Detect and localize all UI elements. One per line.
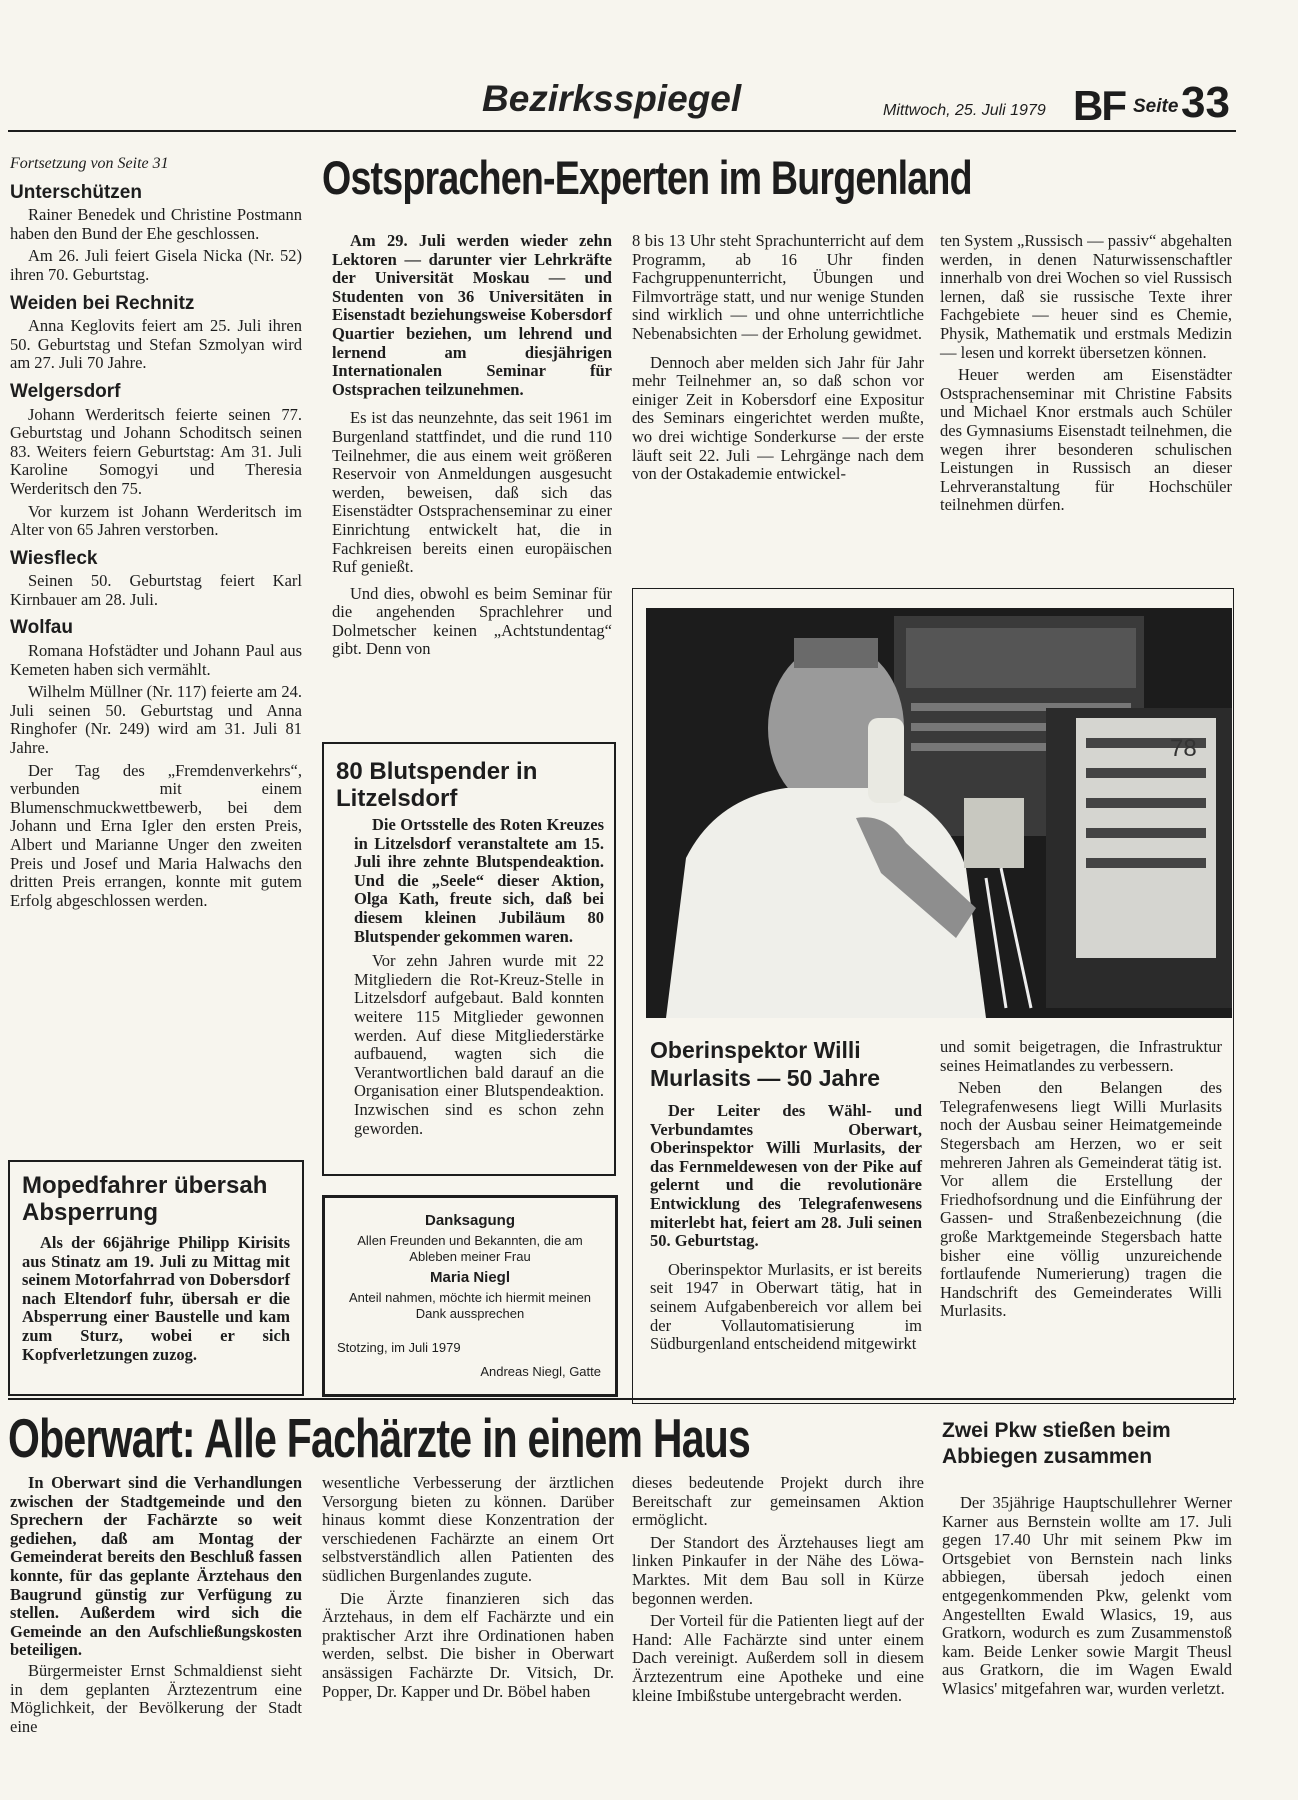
danksagung-title: Danksagung	[424, 1212, 515, 1229]
danksagung-signature: Andreas Niegl, Gatte	[480, 1364, 601, 1379]
ostsprachen-col2-p1: 8 bis 13 Uhr steht Sprachunterricht auf dem Programm, ab 16 Uhr finden Fachgruppenunterricht, Übungen und Filmvorträge statt, und nur wenige Stunden sind wirklich — und ohne unterrichtliche Nebenabsichten — der Erholung gewidmet.	[632, 231, 924, 343]
local-news-item: Wilhelm Müllner (Nr. 117) feierte am 24. Juli seinen 50. Geburtstag und Anna Ringhofer (Nr. 249) wird am 31. Juli 81 Jahre.	[10, 682, 302, 758]
local-news-item: Vor kurzem ist Johann Werderitsch im Alter von 65 Jahren verstorben.	[10, 501, 302, 540]
publication-logo: BF	[1073, 82, 1125, 129]
ostsprachen-col1-p1: Es ist das neunzehnte, das seit 1961 im Burgenland stattfindet, und die rund 110 Teilnehmer, die aus einem weit größeren Reservoir von Anmeldungen ausgesucht werden, beweisen, daß sich das Eisenstädter Ostsprachenseminar zu einer Einrichtung entwickelt hat, die in Fachkreisen bereits einen europäischen Ruf genießt.	[332, 408, 612, 577]
oberwart-col3-p1: dieses bedeutende Projekt durch ihre Bereitschaft zur gemeinsamen Aktion ermöglicht.	[632, 1473, 924, 1530]
local-news-column	[10, 155, 302, 914]
oberwart-col1-tail: Bürgermeister Ernst Schmaldienst sieht in dem geplanten Ärztezentrum eine Möglichkeit, der Bevölkerung der Stadt eine	[10, 1660, 302, 1736]
blutspender-text: Vor zehn Jahren wurde mit 22 Mitgliedern die Rot-Kreuz-Stelle in Litzelsdorf aufgebaut. Bald konnten weitere 115 Mitglieder gewonnen werden. Auf diese Mitgliederstärke aufbauend, wagten sich die Verantwortlichen bald darauf an die Organisation einer Blutspendeaktion. Inzwischen sind es schon zehn geworden.	[354, 951, 604, 1138]
oberinspektor-lead: Der Leiter des Wähl- und Verbundamtes Oberwart, Oberinspektor Willi Murlasits, der das Fernmeldewesen von der Pike auf gelernt und die revolutionäre Entwicklung des Telegrafenwesens miterlebt hat, feiert am 28. Juli seinen 50. Geburtstag.	[650, 1101, 922, 1251]
header-rule	[8, 130, 1236, 132]
ostsprachen-lead: Am 29. Juli werden wieder zehn Lektoren — darunter vier Lehrkräfte der Universität Moskau — und Studenten von 36 Universitäten in Eisenstadt beziehungsweise Kobersdorf Quartier beziehen, um lehrend und lernend am diesjährigen Internationalen Seminar für Ostsprachen teilzunehmen.	[332, 231, 612, 399]
local-news-item: Seinen 50. Geburtstag feiert Karl Kirnbauer am 28. Juli.	[10, 571, 302, 609]
ostsprachen-headline: Ostsprachen-Experten im Burgenland	[322, 151, 972, 204]
oberwart-col2-p1: wesentliche Verbesserung der ärztlichen Versorgung bieten zu können. Darüber hinaus kommt diese Konzentration der verschiedenen Fachärzte an einem Ort selbstverständlich allen Patienten des südlichen Burgenlandes zugute.	[322, 1473, 614, 1585]
danksagung-line2: Anteil nahmen, möchte ich hiermit meinen Dank aussprechen	[348, 1290, 592, 1321]
danksagung-notice	[322, 1195, 618, 1397]
local-news-item: Der Tag des „Fremdenverkehrs“, verbunden mit einem Blumenschmuckwettbewerb, bei dem Johann und Erna Igler den ersten Preis, Albert und Marianne Unger den zweiten Preis und Josef und Maria Halwachs den dritten Preis errangen, konnte mit gutem Erfolg abgeschlossen werden.	[10, 760, 302, 910]
ostsprachen-col-3	[940, 232, 1232, 519]
danksagung-line1: Allen Freunden und Bekannten, die am Ableben meiner Frau	[357, 1233, 583, 1264]
danksagung-place-date: Stotzing, im Juli 1979	[337, 1340, 461, 1355]
ostsprachen-col-1	[332, 232, 612, 663]
blutspender-article	[322, 742, 616, 1176]
page-number: 33	[1181, 78, 1230, 127]
oberwart-col3-p3: Der Vorteil für die Patienten liegt auf der Hand: Alle Fachärzte sind unter einem Dach vereinigt. Außerdem soll in diesem Ärztezentrum eine Apotheke und eine kleine Imbißstube untergebracht werden.	[632, 1611, 924, 1705]
pkw-headline: Zwei Pkw stießen beim Abbiegen zusammen	[942, 1419, 1171, 1468]
photo-graphic	[646, 608, 1232, 1018]
section-title: Bezirksspiegel	[482, 78, 742, 119]
continuation-note: Fortsetzung von Seite 31	[10, 155, 169, 172]
danksagung-name: Maria Niegl	[429, 1269, 511, 1286]
oberwart-col-1	[10, 1474, 302, 1740]
oberwart-col2-p2: Die Ärzte finanzieren sich das Ärztehaus, in dem elf Fachärzte und ein praktischer Arzt ihre Ordinationen haben werden, selbst. Die bisher in Oberwart ansässigen Fachärzte Dr. Vitsich, Dr. Popper, Dr. Kapper und Dr. Böbel haben	[322, 1588, 614, 1701]
place-heading: Welgersdorf	[10, 380, 121, 402]
oberinspektor-headline: Oberinspektor Willi Murlasits — 50 Jahre	[650, 1037, 881, 1091]
local-news-sections	[10, 181, 302, 911]
oberinspektor-col2-p1: und somit beigetragen, die Infrastruktur seines Heimatlandes zu verbessern.	[940, 1037, 1222, 1075]
local-news-item: Romana Hofstädter und Johann Paul aus Kemeten haben sich vermählt.	[10, 641, 302, 679]
local-news-item: Am 26. Juli feiert Gisela Nicka (Nr. 52) ihren 70. Geburtstag.	[10, 246, 302, 284]
oberwart-col-3	[632, 1474, 924, 1709]
ostsprachen-col-2	[632, 232, 924, 488]
blutspender-headline: 80 Blutspender in Litzelsdorf	[336, 758, 538, 812]
local-news-item: Rainer Benedek und Christine Postmann haben den Bund der Ehe geschlossen.	[10, 205, 302, 243]
oberwart-col-2	[322, 1474, 614, 1705]
place-heading: Wiesfleck	[10, 547, 98, 569]
moped-text: Als der 66jährige Philipp Kirisits aus Stinatz am 19. Juli zu Mittag mit seinem Motorfahrrad von Dobersdorf nach Eltendorf fuhr, übersah er die Absperrung einer Baustelle und kam zum Sturz, wobei er sich Kopfverletzungen zuzog.	[22, 1233, 290, 1364]
place-heading: Unterschützen	[10, 181, 142, 203]
oberwart-lead: In Oberwart sind die Verhandlungen zwischen der Stadtgemeinde und den Sprechern der Fachärzte so weit gediehen, daß am Montag der Gemeinderat bereits den Beschluß fassen konnte, für das geplante Ärztehaus den Baugrund günstig zur Verfügung zu stellen. Außerdem wird sich die Gemeinde an den Aufschließungskosten beteiligen.	[10, 1473, 302, 1660]
oberinspektor-col-1	[650, 1102, 922, 1358]
pkw-article	[942, 1494, 1232, 1703]
moped-headline: Mopedfahrer übersah Absperrung	[22, 1172, 268, 1226]
pkw-text: Der 35jährige Hauptschullehrer Werner Karner aus Bernstein wollte am 17. Juli gegen 17.40 Uhr mit seinem Pkw im Ortsgebiet von Bernstein nach links abbiegen, übersah jedoch einen entgegenkommenden Pkw, gelenkt vom Angestellten Ewald Wlasics, 19, aus Gratkorn, wodurch es zum Zusammenstoß kam. Beide Lenker sowie Margit Theusl aus Gratkorn, die im Wagen Ewald Wlasics' mitgefahren war, wurden verletzt.	[942, 1493, 1232, 1698]
lower-rule	[8, 1398, 1236, 1400]
oberinspektor-col1-text: Oberinspektor Murlasits, er ist bereits seit 1947 in Oberwart tätig, hat in seinem Aufgabenbereich vor allem bei der Vollautomatisierung im Südburgenland entscheidend mitgewirkt	[650, 1259, 922, 1354]
oberwart-col3-p2: Der Standort des Ärztehauses liegt am linken Pinkaufer in der Nähe des Löwa-Marktes. Mit dem Bau soll in Kürze begonnen werden.	[632, 1532, 924, 1608]
blutspender-lead: Die Ortsstelle des Roten Kreuzes in Litzelsdorf veranstaltete am 15. Juli ihre zehnte Blutspendeaktion. Und die „Seele“ dieser Aktion, Olga Kath, freute sich, daß bei diesem kleinen Jubiläum 80 Blutspender gekommen waren.	[354, 815, 604, 946]
oberinspektor-col2-p2: Neben den Belangen des Telegrafenwesens liegt Willi Murlasits noch der Ausbau seiner Heimatgemeinde Stegersbach am Herzen, wo er seit mehreren Jahren als Gemeinderat tätig ist. Vor allem die Erstellung der Friedhofsordnung und die Einführung der Gassen- und Straßenbezeichnung (die große Marktgemeinde Stegersbach hatte bisher eine völlig unzureichende fortlaufende Numerierung) tragen die Handschrift des Gemeinderates Willi Murlasits.	[940, 1078, 1222, 1321]
moped-article	[8, 1160, 304, 1396]
ostsprachen-col1-p2: Und dies, obwohl es beim Seminar für die angehenden Sprachlehrer und Dolmetscher keinen „Achtstundentag“ gibt. Denn von	[332, 583, 612, 659]
local-news-item: Anna Keglovits feiert am 25. Juli ihren 50. Geburtstag und Stefan Szmolyan wird am 27. Juli 70 Jahre.	[10, 316, 302, 373]
oberwart-headline: Oberwart: Alle Fachärzte in einem Haus	[8, 1407, 751, 1469]
place-heading: Wolfau	[10, 617, 73, 639]
photo-number: 78	[1170, 735, 1197, 762]
page-label: Seite	[1133, 96, 1179, 117]
ostsprachen-col2-p2: Dennoch aber melden sich Jahr für Jahr mehr Teilnehmer an, so daß schon vor einiger Zeit in Kobersdorf eine Expositur des Seminars eingerichtet werden mußte, wo drei wichtige Sonderkurse — der erste läuft seit 22. Juli — Lehrgänge nach dem von der Ostakademie entwickel-	[632, 352, 924, 484]
issue-date: Mittwoch, 25. Juli 1979	[883, 102, 1046, 119]
ostsprachen-col3-p2: Heuer werden am Eisenstädter Ostsprachenseminar mit Christine Fabsits und Michael Knor erstmals auch Schüler des Gymnasiums Eisenstadt teilnehmen, die wegen ihrer besonderen schulischen Leistungen in Russisch an dieser Lehrveranstaltung für Hochschüler teilnehmen dürfen.	[940, 365, 1232, 515]
place-heading: Weiden bei Rechnitz	[10, 292, 195, 314]
ostsprachen-col3-p1: ten System „Russisch — passiv“ abgehalten werden, in denen Naturwissenschaftler innerhalb von drei Wochen so viel Russisch lernen, daß sie russische Texte ihrer Fachgebiete — heuer sind es Chemie, Physik, Mathematik und erstmals Medizin — lesen und korrekt übersetzen können.	[940, 231, 1232, 362]
telephone-operator-photo	[646, 608, 1232, 1018]
local-news-item: Johann Werderitsch feierte seinen 77. Geburtstag und Johann Schoditsch seinen 83. Weiters feiern Geburtstag: Am 31. Juli Karoline Somogyi und Theresia Werderitsch den 75.	[10, 404, 302, 498]
oberinspektor-col-2	[940, 1038, 1222, 1325]
